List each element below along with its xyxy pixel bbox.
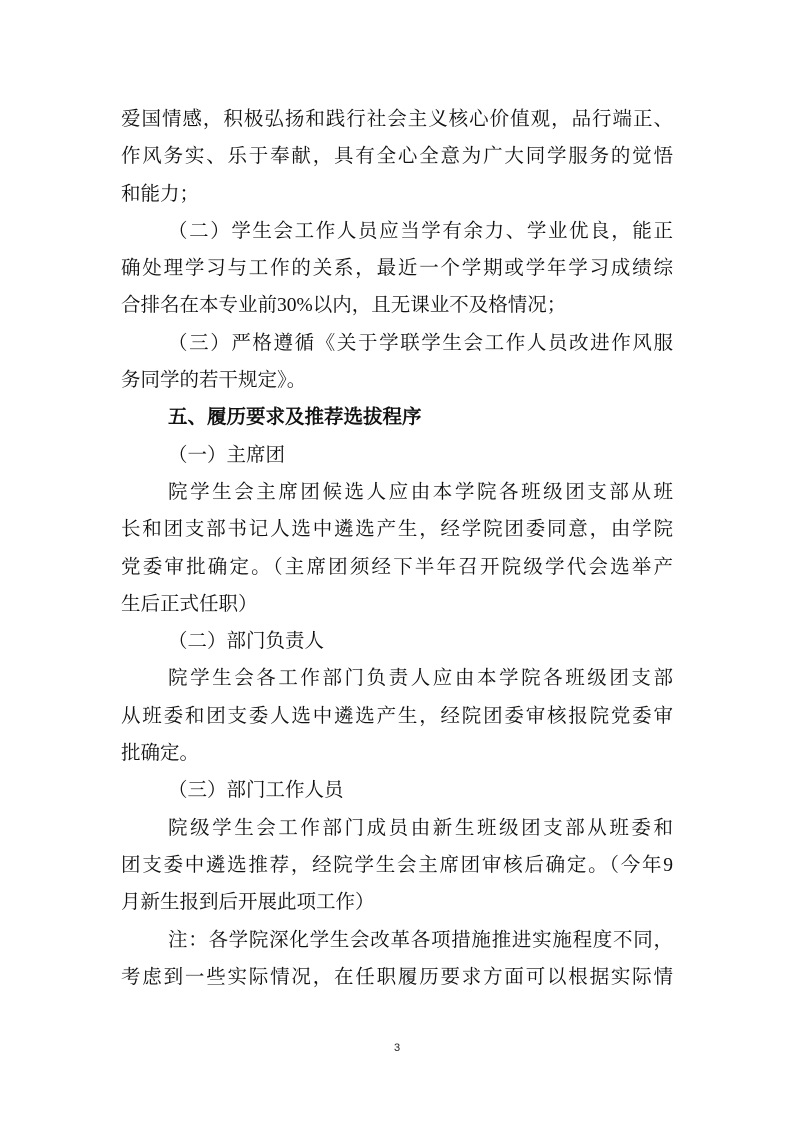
text-line: 确处理学习与工作的关系，最近一个学期或学年学习成绩综 bbox=[121, 258, 673, 280]
text-line: （三）严格遵循《关于学联学生会工作人员改进作风服 bbox=[168, 332, 673, 354]
text-line: （二）学生会工作人员应当学有余力、学业优良，能正 bbox=[168, 220, 673, 242]
subsection-heading: （二）部门负责人 bbox=[168, 631, 325, 653]
text-line: 院级学生会工作部门成员由新生班级团支部从班委和 bbox=[168, 817, 673, 839]
text-line: 院学生会主席团候选人应由本学院各班级团支部从班 bbox=[168, 481, 673, 503]
text-line: 生后正式任职） bbox=[121, 593, 258, 615]
text-line: 从班委和团支委人选中遴选产生，经院团委审核报院党委审 bbox=[121, 705, 673, 727]
text-line: 和能力； bbox=[121, 183, 200, 205]
page-number: 3 bbox=[393, 1042, 401, 1054]
text-line: 务同学的若干规定》。 bbox=[121, 370, 307, 392]
subsection-heading: （三）部门工作人员 bbox=[168, 780, 344, 802]
text-line: 合排名在本专业前30%以内，且无课业不及格情况； bbox=[121, 295, 567, 317]
subsection-heading: （一）主席团 bbox=[168, 444, 286, 466]
text-line: 爱国情感，积极弘扬和践行社会主义核心价值观，品行端正、 bbox=[121, 109, 673, 130]
text-line: 团支委中遴选推荐，经院学生会主席团审核后确定。（今年9 bbox=[121, 854, 673, 876]
text-line: 党委审批确定。（主席团须经下半年召开院级学代会选举产 bbox=[121, 556, 673, 578]
section-heading: 五、履历要求及推荐选拔程序 bbox=[168, 406, 422, 429]
text-line: 作风务实、乐于奉献，具有全心全意为广大同学服务的觉悟 bbox=[121, 146, 673, 168]
text-line: 考虑到一些实际情况，在任职履历要求方面可以根据实际情 bbox=[121, 966, 673, 988]
body-text bbox=[121, 101, 673, 996]
text-line: 月新生报到后开展此项工作） bbox=[121, 892, 375, 914]
text-line: 长和团支部书记人选中遴选产生，经学院团委同意，由学院 bbox=[121, 519, 673, 541]
text-line: 院学生会各工作部门负责人应由本学院各班级团支部 bbox=[168, 668, 673, 690]
note-line: 注：各学院深化学生会改革各项措施推进实施程度不同， bbox=[168, 929, 673, 951]
text-line: 批确定。 bbox=[121, 743, 200, 765]
